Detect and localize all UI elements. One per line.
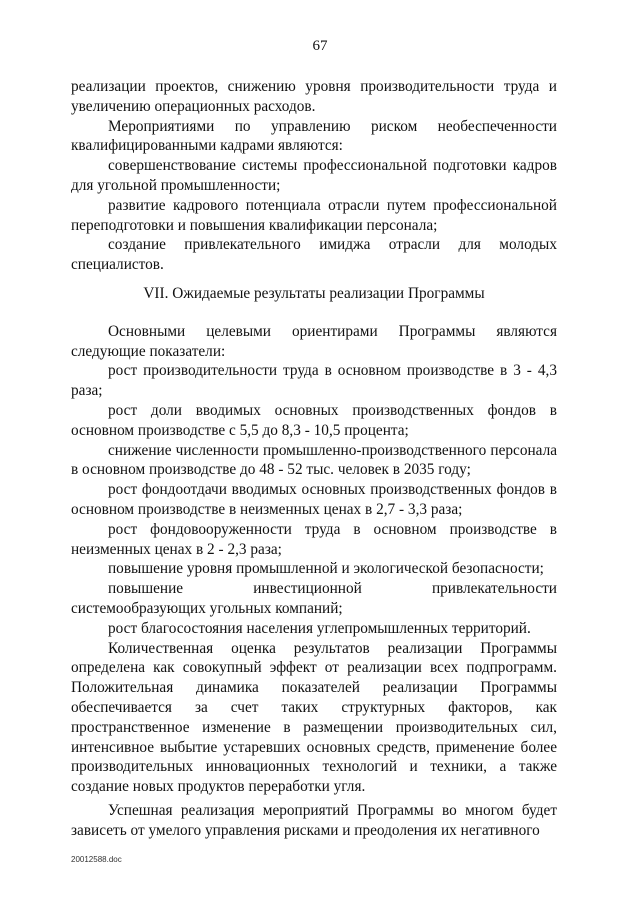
- section-heading: VII. Ожидаемые результаты реализации Программы: [143, 284, 485, 302]
- list-item: рост доли вводимых основных производственных фондов в основном производстве с 5,5 до 8,3 - 10,5 процента;: [71, 401, 557, 439]
- list-item: совершенствование системы профессиональной подготовки кадров для угольной промышленности;: [71, 157, 557, 194]
- paragraph: Мероприятиями по управлению риском необеспеченности квалифицированными кадрами являются:: [71, 117, 557, 155]
- list-item: повышение инвестиционной привлекательности системообразующих угольных компаний;: [71, 580, 557, 617]
- paragraph: Количественная оценка результатов реализации Программы определена как совокупный эффект от реализации всех подпрограмм. Положительная динамика показателей реализации Программы обеспечивается за счет таких структурных факторов, как пространственное изменение в размещении производительных сил, интенсивное выбытие устаревших основных средств, применение более производительных инновационных технологий и техники, а также создание новых продуктов переработки угля.: [71, 639, 557, 796]
- paragraph: Успешная реализация мероприятий Программы во многом будет зависеть от умелого управления рисками и преодоления их негативного: [71, 801, 557, 839]
- list-item: рост фондовооруженности труда в основном производстве в неизменных ценах в 2 - 2,3 раза;: [71, 520, 557, 558]
- list-item: повышение уровня промышленной и экологической безопасности;: [108, 560, 544, 578]
- list-item: снижение численности промышленно-производственного персонала в основном производстве до 48 - 52 тыс. человек в 2035 году;: [71, 441, 557, 479]
- list-item: развитие кадрового потенциала отрасли путем профессиональной переподготовки и повышения квалификации персонала;: [71, 196, 557, 234]
- list-item: создание привлекательного имиджа отрасли для молодых специалистов.: [71, 236, 557, 274]
- list-item: рост производительности труда в основном производстве в 3 - 4,3 раза;: [71, 362, 557, 400]
- page-number: 67: [312, 38, 328, 54]
- paragraph: реализации проектов, снижению уровня производительности труда и увеличению операционных расходов.: [71, 78, 557, 115]
- list-item: рост благосостояния населения углепромышленных территорий.: [108, 619, 531, 637]
- paragraph: Основными целевыми ориентирами Программы являются следующие показатели:: [71, 322, 557, 360]
- footer-doc-code: 20012588.doc: [71, 855, 122, 864]
- list-item: рост фондоотдачи вводимых основных производственных фондов в основном производстве в неизменных ценах в 2,7 - 3,3 раза;: [71, 481, 557, 518]
- document-body: [71, 77, 557, 840]
